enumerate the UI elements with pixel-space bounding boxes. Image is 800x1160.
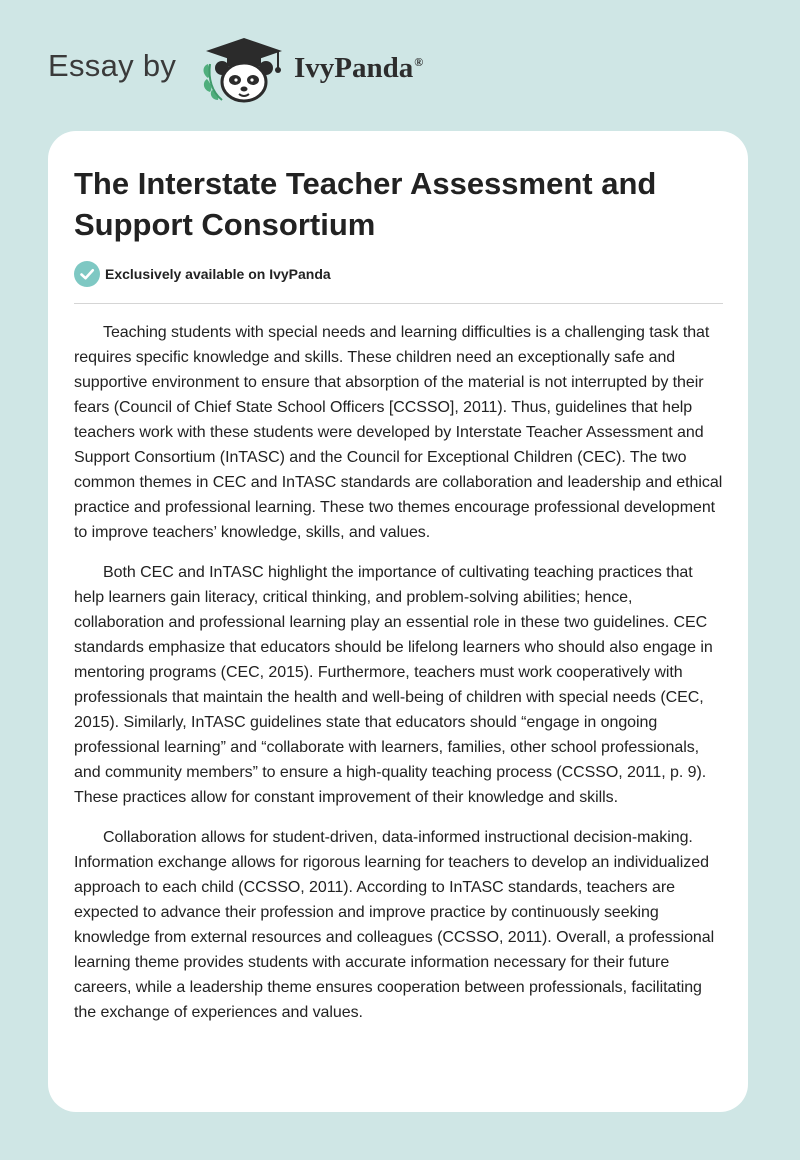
panda-graduation-cap-icon[interactable] <box>198 34 290 106</box>
paragraph: Collaboration allows for student-driven, data-informed instructional decision-making. Information exchange allows for rigorous learning for teachers to develop an individualized approach to each child (CCSSO, 2011). According to InTASC standards, teachers are expected to advance their profession and improve practice by continuously seeking knowledge from external resources and colleagues (CCSSO, 2011). Overall, a professional learning theme provides students with accurate information necessary for their future careers, while a leadership theme ensures cooperation between professionals, facilitating the exchange of experiences and values. <box>74 829 715 1021</box>
exclusive-badge <box>74 261 331 287</box>
check-circle-icon <box>74 261 100 287</box>
essay-by-label: Essay by <box>48 48 177 83</box>
ivypanda-brand[interactable] <box>294 52 423 85</box>
exclusive-badge-label: Exclusively available on IvyPanda <box>105 266 331 282</box>
registered-mark: ® <box>414 55 424 70</box>
paragraph: Teaching students with special needs and learning difficulties is a challenging task that requires specific knowledge and skills. These children need an exceptionally safe and supportive environment to ensure that absorption of the material is not interrupted by their fears (Council of Chief State School Officers [CCSSO], 2011). Thus, guidelines that help teachers work with these students were developed by Interstate Teacher Assessment and Support Consortium (InTASC) and the Council for Exceptional Children (CEC). The two common themes in CEC and InTASC standards are collaboration and leadership and ethical practice and professional learning. These two themes encourage professional development to improve teachers’ knowledge, skills, and values. <box>74 324 723 541</box>
divider <box>74 303 723 304</box>
site-header <box>0 0 800 130</box>
essay-title: The Interstate Teacher Assessment and Support Consortium <box>74 166 657 242</box>
paragraph: Both CEC and InTASC highlight the importance of cultivating teaching practices that help learners gain literacy, critical thinking, and problem-solving abilities; hence, collaboration and professional learning play an essential role in these two guidelines. CEC standards emphasize that educators should be lifelong learners who should also engage in mentoring programs (CEC, 2015). Furthermore, teachers must work cooperatively with professionals that maintain the health and well-being of children with special needs (CEC, 2015). Similarly, InTASC guidelines state that educators should “engage in ongoing professional learning” and “collaborate with learners, families, other school professionals, and community members” to ensure a high-quality teaching process (CCSSO, 2011, p. 9). These practices allow for constant improvement of their knowledge and skills. <box>74 564 713 806</box>
essay-body <box>74 320 726 1040</box>
essay-card <box>48 131 748 1112</box>
brand-name-text: IvyPanda <box>294 52 414 84</box>
